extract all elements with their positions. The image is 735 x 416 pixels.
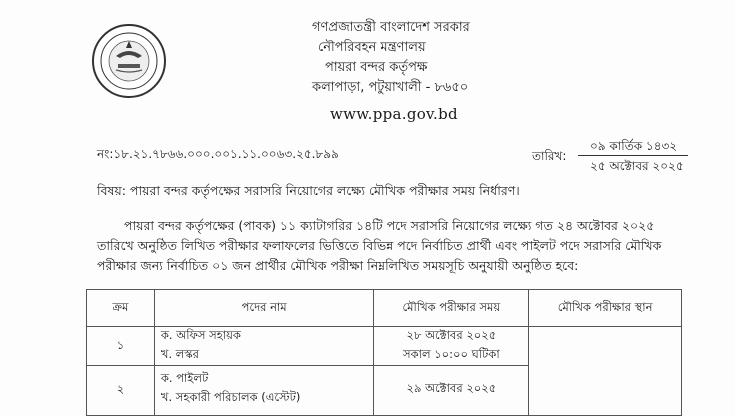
table-row	[87, 327, 682, 366]
post-item: ক. পাইলট	[160, 371, 209, 385]
row-posts	[154, 366, 374, 416]
authority-name: পায়রা বন্দর কর্তৃপক্ষ	[325, 60, 428, 75]
ppa-emblem-icon	[94, 26, 164, 96]
row-serial: ২	[87, 366, 155, 416]
date-label: তারিখ:	[532, 149, 567, 163]
schedule-date: ২৮ অক্টোবর ২০২৫	[406, 328, 497, 342]
govt-title: গণপ্রজাতন্ত্রী বাংলাদেশ সরকার	[312, 20, 470, 35]
post-item: খ. লস্কর	[160, 347, 199, 361]
date-divider	[578, 155, 688, 156]
row-venue	[529, 327, 682, 416]
schedule-time: সকাল ১০:০০ ঘটিকা	[403, 347, 500, 361]
interview-schedule-table	[86, 289, 682, 416]
post-item: ক. অফিস সহায়ক	[160, 328, 241, 342]
table-header-row	[87, 290, 682, 327]
ppa-logo	[92, 24, 166, 98]
body-line-3: পরীক্ষার জন্য নির্বাচিত ০১ জন প্রার্থীর মৌখিক পরীক্ষা নিম্নলিখিত সময়সূচি অনুযায়ী অনুষ্ঠিত হবে:	[97, 258, 579, 273]
row-schedule	[374, 327, 529, 366]
row-serial: ১	[87, 327, 155, 366]
website-link[interactable]: www.ppa.gov.bd	[330, 105, 458, 123]
subject-line: বিষয়: পায়রা বন্দর কর্তৃপক্ষের সরাসরি নিয়োগের লক্ষ্যে মৌখিক পরীক্ষার সময় নির্ধারণ।	[97, 183, 520, 198]
col-header-serial: ক্রম	[87, 290, 155, 327]
col-header-venue: মৌখিক পরীক্ষার স্থান	[529, 290, 682, 327]
row-schedule	[374, 366, 529, 416]
date-english: ২৫ অক্টোবর ২০২৫	[590, 159, 684, 173]
date-bangla: ০৯ কার্তিক ১৪৩২	[590, 139, 678, 153]
col-header-time: মৌখিক পরীক্ষার সময়	[374, 290, 529, 327]
memo-number: নং:১৮.২১.৭৮৬৬.০০০.০০১.১১.০০৬৩.২৫.৮৯৯	[97, 147, 339, 161]
body-line-2: তারিখে অনুষ্ঠিত লিখিত পরীক্ষার ফলাফলের ভিত্তিতে বিভিন্ন পদে নির্বাচিত প্রার্থী এবং পাইলট পদে সরাসরি মৌখিক	[97, 238, 662, 253]
address: কলাপাড়া, পটুয়াখালী - ৮৬৫০	[312, 80, 469, 95]
schedule-date: ২৯ অক্টোবর ২০২৫	[406, 381, 497, 395]
body-line-1: পায়রা বন্দর কর্তৃপক্ষের (পাবক) ১১ ক্যাটাগরির ১৪টি পদে সরাসরি নিয়োগের লক্ষ্যে গত ২৪ অক্টোবর ২০২৫	[124, 218, 655, 233]
post-item: খ. সহকারী পরিচালক (এস্টেট)	[160, 390, 301, 404]
col-header-post: পদের নাম	[154, 290, 374, 327]
ministry-name: নৌপরিবহন মন্ত্রণালয়	[318, 40, 426, 55]
row-posts	[154, 327, 374, 366]
